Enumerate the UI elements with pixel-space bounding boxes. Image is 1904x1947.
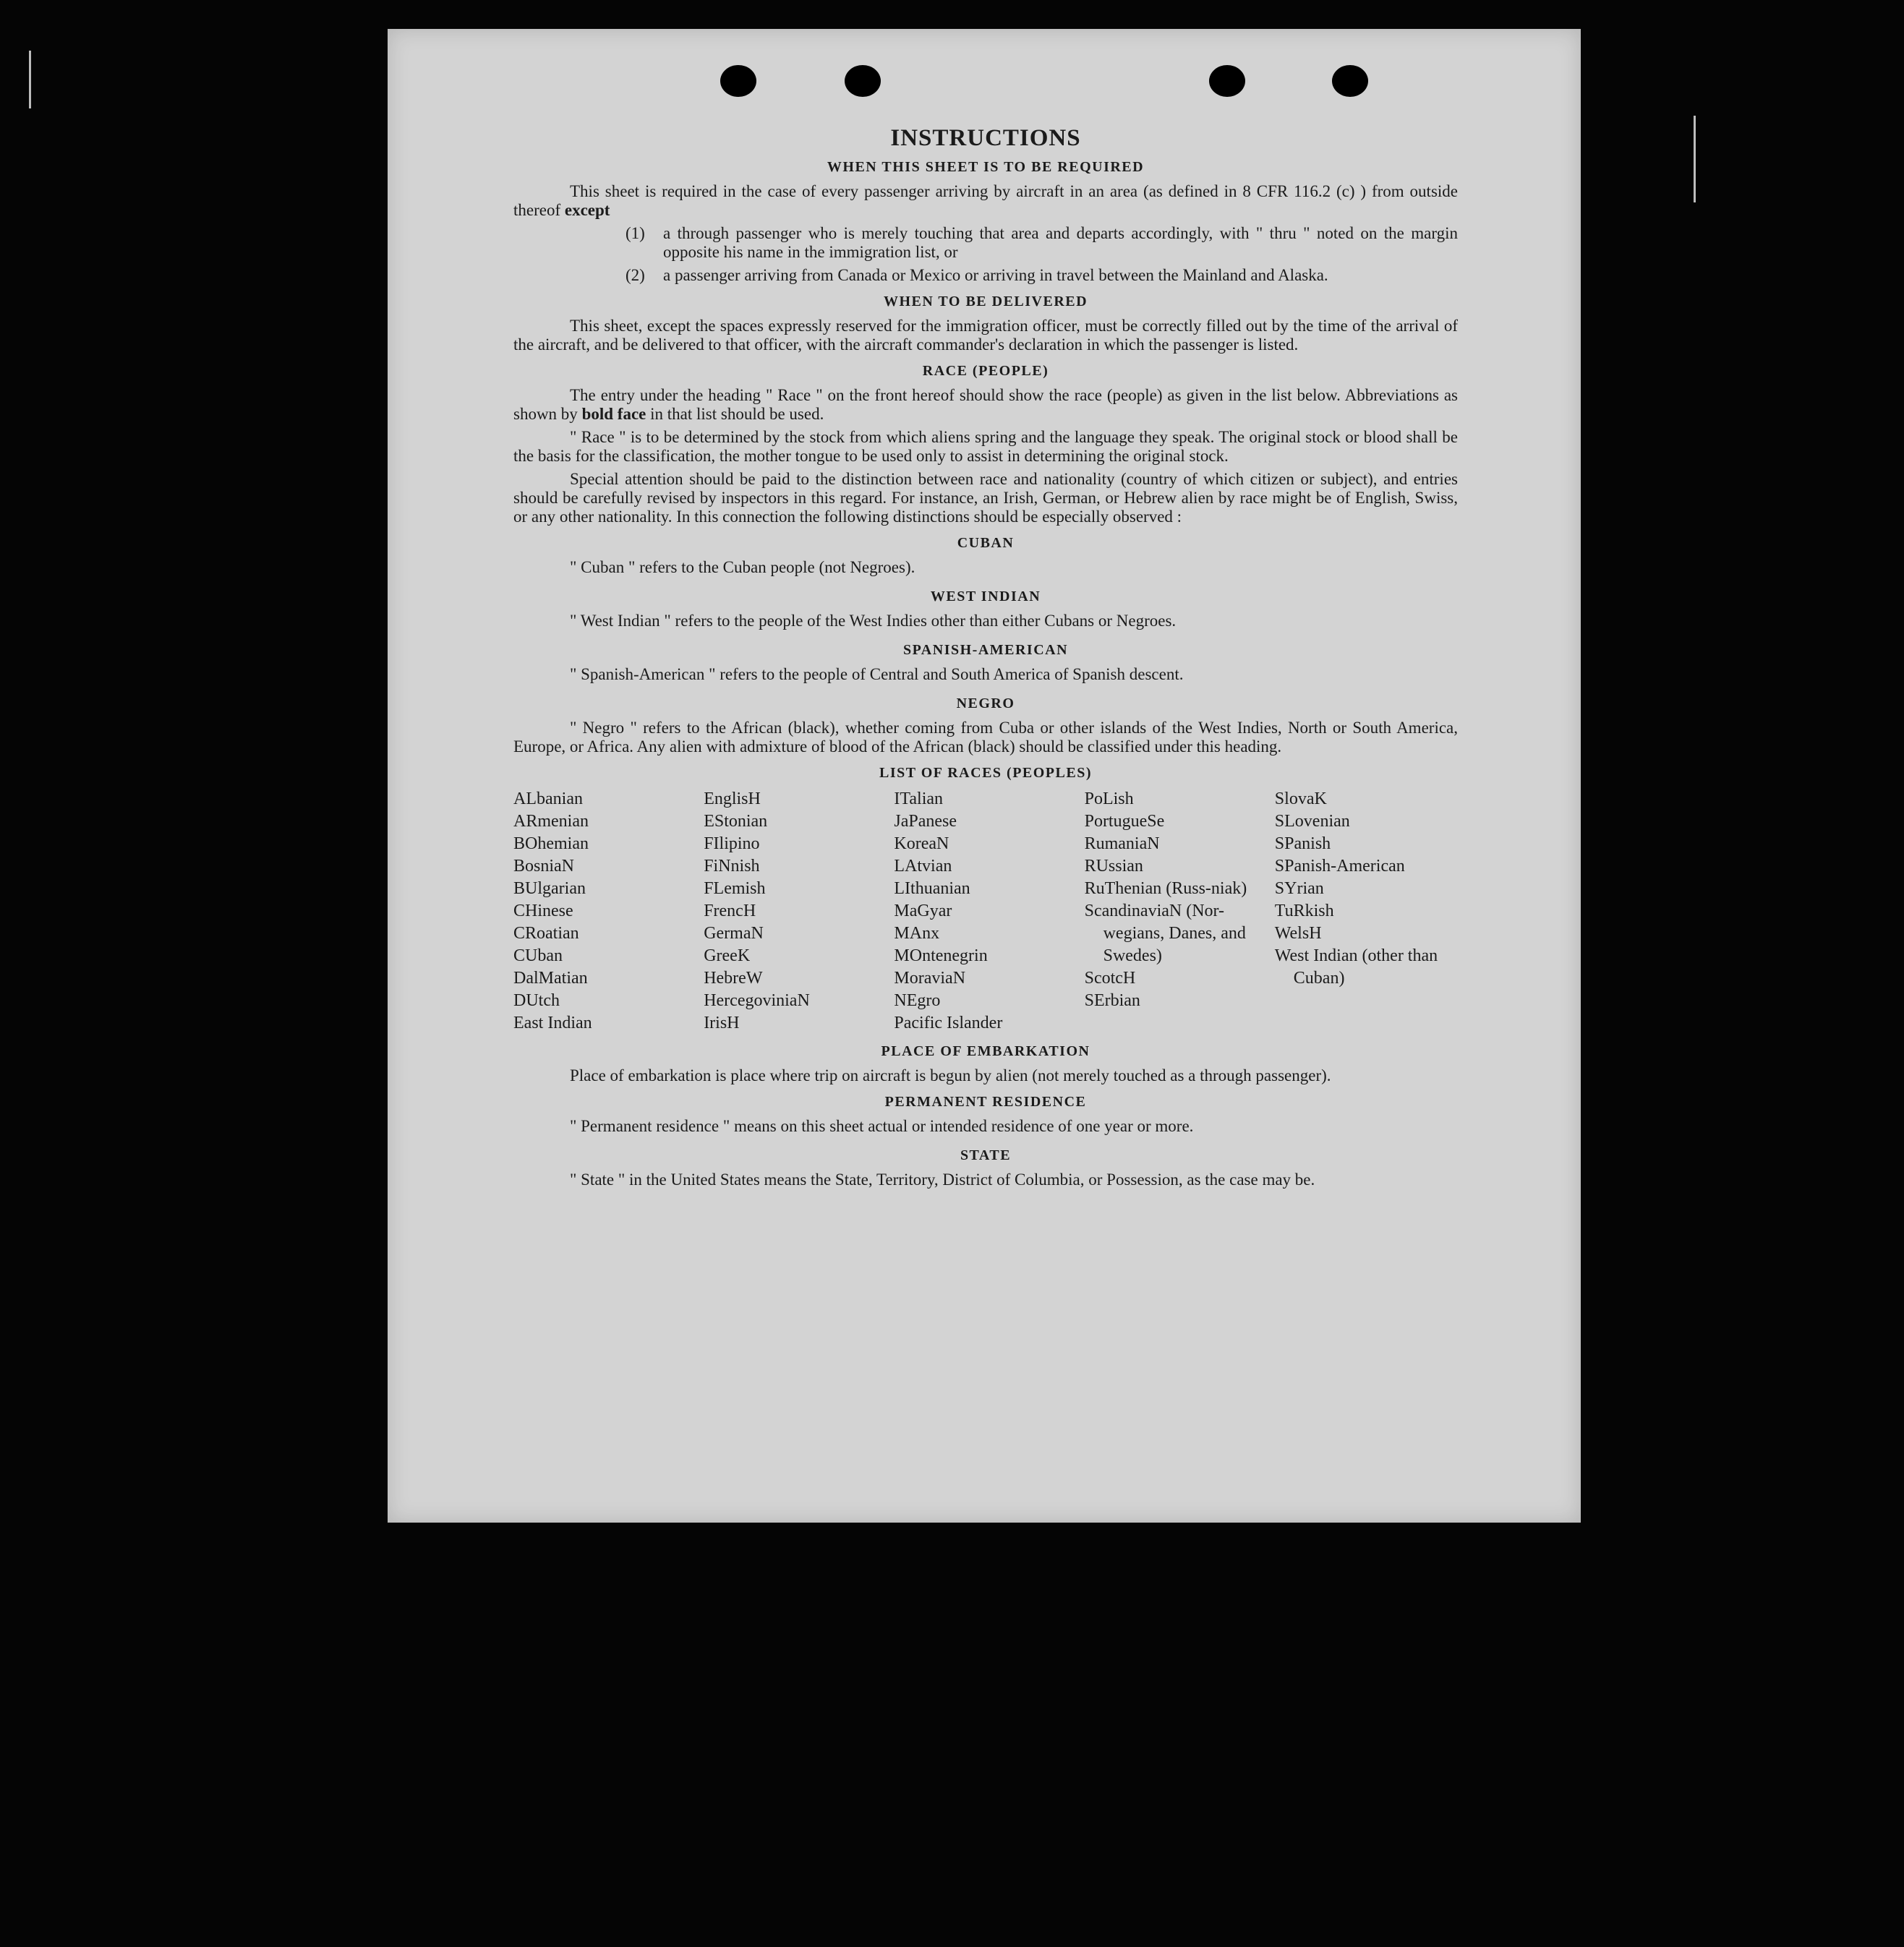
paragraph: " Negro " refers to the African (black), whether coming from Cuba or other islands of the West Indies, North or South America, Europe, or Africa. Any alien with admixture of blood of the African (black) should be classified under this heading. [513, 719, 1458, 756]
document-sheet [388, 29, 1581, 1523]
section-heading: WEST INDIAN [930, 589, 1041, 604]
paragraph: This sheet, except the spaces expressly reserved for the immigration officer, must be correctly filled out by the time of the arrival of the aircraft, and be delivered to that officer, with the aircraft commander's declaration in which the passenger is listed. [513, 317, 1458, 354]
paragraph: Special attention should be paid to the distinction between race and nationality (country of which citizen or subject), and entries should be carefully revised by inspectors in this regard. For instance, an Irish, German, or Hebrew alien by race might be of English, Swiss, or any other nationality. In this connection the following distinctions should be especially observed : [513, 470, 1458, 526]
race-entry: SYrian [1274, 879, 1324, 898]
race-entry: DUtch [513, 991, 560, 1010]
paragraph [513, 386, 1458, 424]
paragraph-text: in that list should be used. [650, 405, 824, 423]
race-entry: SlovaK [1274, 790, 1327, 808]
race-entry: FiNnish [704, 857, 760, 876]
document-content [513, 125, 1458, 1194]
race-entry: WelsH [1274, 924, 1322, 943]
item-number: (2) [626, 266, 645, 284]
race-entry: BOhemian [513, 834, 589, 853]
section-heading: NEGRO [956, 696, 1015, 711]
paragraph-text: The entry under the heading " Race " on the front hereof should show the race (people) as given in the list below. Abbreviations as shown by [513, 386, 1458, 423]
race-entry: CHinese [513, 902, 573, 920]
definition: " Cuban " refers to the Cuban people (not Negroes). [570, 558, 915, 576]
race-entry: PortugueSe [1084, 812, 1165, 831]
section-heading: PLACE OF EMBARKATION [881, 1043, 1090, 1059]
scan-edge-left [29, 51, 31, 108]
race-entry: BosniaN [513, 857, 574, 876]
race-entry: SErbian [1084, 991, 1140, 1010]
race-entry: SLovenian [1274, 812, 1350, 831]
paragraph: Place of embarkation is place where trip on aircraft is begun by alien (not merely touched as a through passenger). [570, 1066, 1331, 1084]
definition: " Permanent residence " means on this sheet actual or intended residence of one year or more. [570, 1117, 1194, 1135]
race-entry: FIlipino [704, 834, 760, 853]
item-text: a passenger arriving from Canada or Mexico or arriving in travel between the Mainland and Alaska. [663, 266, 1328, 284]
race-entry: JaPanese [894, 812, 957, 831]
race-entry: ARmenian [513, 812, 589, 831]
race-entry: CUban [513, 946, 563, 965]
paragraph: " Race " is to be determined by the stock from which aliens spring and the language they speak. The original stock or blood shall be the basis for the classification, the mother tongue to be used only to assist in determining the original stock. [513, 428, 1458, 465]
races-column [1275, 788, 1458, 1035]
section-heading: WHEN TO BE DELIVERED [883, 294, 1088, 309]
race-entry: ScandinaviaN (Nor-wegians, Danes, and Swedes) [1084, 902, 1246, 965]
race-entry: HebreW [704, 969, 763, 988]
punch-hole [845, 65, 881, 97]
definition: " West Indian " refers to the people of the West Indies other than either Cubans or Negroes. [570, 612, 1177, 630]
race-entry: MOntenegrin [894, 946, 988, 965]
section-heading: WHEN THIS SHEET IS TO BE REQUIRED [827, 159, 1145, 175]
section-heading: RACE (PEOPLE) [922, 363, 1049, 379]
race-entry: DalMatian [513, 969, 588, 988]
race-entry: IrisH [704, 1014, 740, 1032]
race-entry: MoraviaN [894, 969, 966, 988]
race-entry: FrencH [704, 902, 756, 920]
race-entry: MAnx [894, 924, 940, 943]
races-list [513, 788, 1458, 1035]
race-entry: SPanish [1274, 834, 1331, 853]
race-entry: LIthuanian [894, 879, 970, 898]
race-entry: MaGyar [894, 902, 952, 920]
race-entry: TuRkish [1274, 902, 1334, 920]
races-column [513, 788, 696, 1035]
race-entry: SPanish-American [1274, 857, 1405, 876]
race-entry: RUssian [1084, 857, 1143, 876]
races-column [1085, 788, 1268, 1035]
race-entry: EStonian [704, 812, 768, 831]
race-entry: West Indian (other than Cuban) [1274, 946, 1438, 988]
races-column [704, 788, 887, 1035]
race-entry: RuThenian (Russ-niak) [1084, 879, 1247, 898]
document-title: INSTRUCTIONS [890, 125, 1081, 151]
punch-hole [1209, 65, 1245, 97]
punch-hole [1332, 65, 1368, 97]
section-heading: STATE [960, 1147, 1012, 1163]
section-heading: LIST OF RACES (PEOPLES) [879, 765, 1092, 781]
race-entry: NEgro [894, 991, 941, 1010]
section-heading: SPANISH-AMERICAN [902, 642, 1069, 658]
race-entry: PoLish [1084, 790, 1134, 808]
race-entry: KoreaN [894, 834, 949, 853]
race-entry: GreeK [704, 946, 751, 965]
race-entry: ScotcH [1084, 969, 1136, 988]
race-entry: Pacific Islander [894, 1014, 1003, 1032]
section-heading: CUBAN [957, 535, 1015, 551]
paragraph: " State " in the United States means the State, Territory, District of Columbia, or Possession, as the case may be. [570, 1171, 1315, 1189]
list-item [626, 224, 1458, 262]
paragraph-text: This sheet is required in the case of every passenger arriving by aircraft in an area (as defined in 8 CFR 116.2 (c) ) from outside thereof [513, 182, 1458, 219]
punch-hole [720, 65, 756, 97]
race-entry: BUlgarian [513, 879, 586, 898]
race-entry: CRoatian [513, 924, 579, 943]
paragraph [513, 182, 1458, 220]
race-entry: HercegoviniaN [704, 991, 810, 1010]
race-entry: RumaniaN [1084, 834, 1160, 853]
race-entry: GermaN [704, 924, 764, 943]
list-item [626, 266, 1458, 285]
item-text: a through passenger who is merely touching that area and departs accordingly, with " thru " noted on the margin opposite his name in the immigration list, or [663, 224, 1458, 261]
scan-edge-right [1694, 116, 1696, 202]
race-entry: LAtvian [894, 857, 952, 876]
race-entry: FLemish [704, 879, 766, 898]
races-column [894, 788, 1077, 1035]
race-entry: ALbanian [513, 790, 583, 808]
race-entry: East Indian [513, 1014, 592, 1032]
race-entry: EnglisH [704, 790, 761, 808]
race-entry: ITalian [894, 790, 944, 808]
section-heading: PERMANENT RESIDENCE [884, 1094, 1087, 1110]
definition: " Spanish-American " refers to the people of Central and South America of Spanish descent. [570, 665, 1184, 683]
item-number: (1) [626, 224, 645, 242]
bold-text: bold face [581, 405, 646, 423]
bold-text: except [564, 201, 610, 219]
